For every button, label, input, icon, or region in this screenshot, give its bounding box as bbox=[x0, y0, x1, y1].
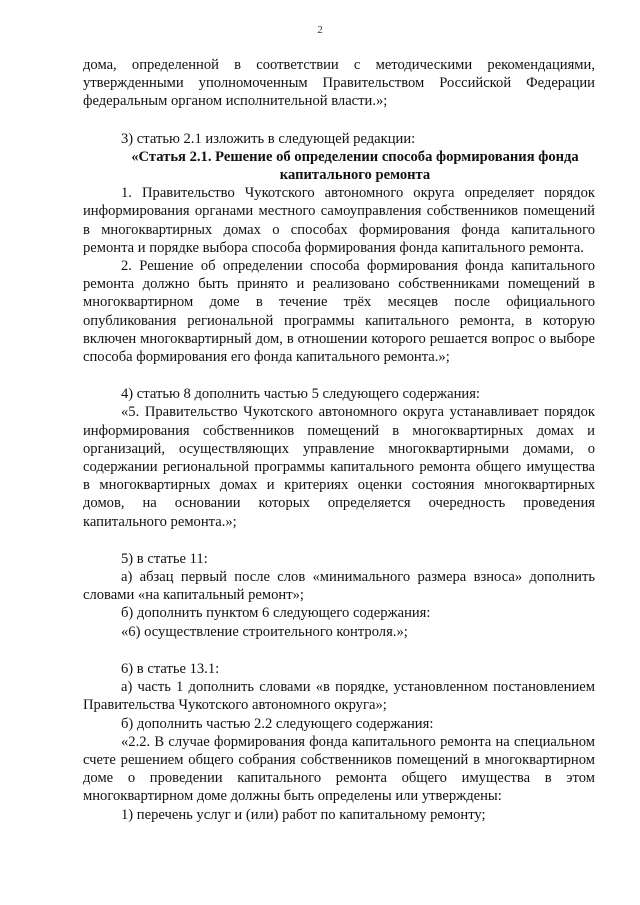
document-body bbox=[83, 56, 595, 824]
paragraph: а) абзац первый после слов «минимального размера взноса» дополнить словами «на капитальный ремонт»; bbox=[83, 569, 595, 604]
paragraph: 5) в статье 11: bbox=[121, 550, 208, 567]
paragraph: 4) статью 8 дополнить частью 5 следующего содержания: bbox=[121, 386, 480, 403]
paragraph: а) часть 1 дополнить словами «в порядке, установленном постановлением Правительства Чукотского автономного округа»; bbox=[83, 679, 595, 714]
paragraph: 2. Решение об определении способа формирования фонда капитального ремонта должно быть принято и реализовано собственниками помещений в многоквартирном доме в течение трёх месяцев после официального опубликования региональной программы капитального ремонта, в которую включен многоквартирный дом, в отношении которого решается вопрос о выборе способа формирования его фонда капитального ремонта.»; bbox=[83, 258, 595, 366]
paragraph: 6) в статье 13.1: bbox=[121, 660, 220, 677]
article-title: «Статья 2.1. Решение об определении способа формирования фонда капитального ремонта bbox=[131, 148, 579, 184]
paragraph: б) дополнить пунктом 6 следующего содержания: bbox=[121, 605, 431, 622]
paragraph-gap bbox=[83, 111, 595, 130]
paragraph: 3) статью 2.1 изложить в следующей редакции: bbox=[121, 130, 416, 147]
paragraph: 1) перечень услуг и (или) работ по капитальному ремонту; bbox=[121, 806, 486, 823]
paragraph: «6) осуществление строительного контроля.»; bbox=[121, 623, 408, 640]
paragraph-gap bbox=[83, 366, 595, 385]
paragraph-gap bbox=[83, 641, 595, 660]
paragraph-gap bbox=[83, 531, 595, 550]
paragraph: «5. Правительство Чукотского автономного округа устанавливает порядок информирования собственников помещений в многоквартирных домах и организаций, осуществляющих управление многоквартирными домами, о содержании региональной программы капитального ремонта общего имущества в многоквартирных домах и критериях оценки состояния многоквартирных домов, на основании которых определяется очередность проведения капитального ремонта.»; bbox=[83, 404, 595, 530]
paragraph: 1. Правительство Чукотского автономного округа определяет порядок информирования органами местного самоуправления собственников помещений в многоквартирных домах о способах формирования фонда капитального ремонта и порядке выбора способа формирования фонда капитального ремонта. bbox=[83, 185, 595, 256]
paragraph: «2.2. В случае формирования фонда капитального ремонта на специальном счете решением общего собрания собственников помещений в многоквартирном доме о проведении капитального ремонта общего имущества в этом многоквартирном доме должны быть определены или утверждены: bbox=[83, 733, 595, 805]
paragraph: б) дополнить частью 2.2 следующего содержания: bbox=[121, 715, 434, 732]
page-number: 2 bbox=[317, 24, 323, 36]
paragraph: дома, определенной в соответствии с методическими рекомендациями, утвержденными уполномоченным Правительством Российской Федерации федеральным органом исполнительной власти.»; bbox=[83, 57, 595, 110]
